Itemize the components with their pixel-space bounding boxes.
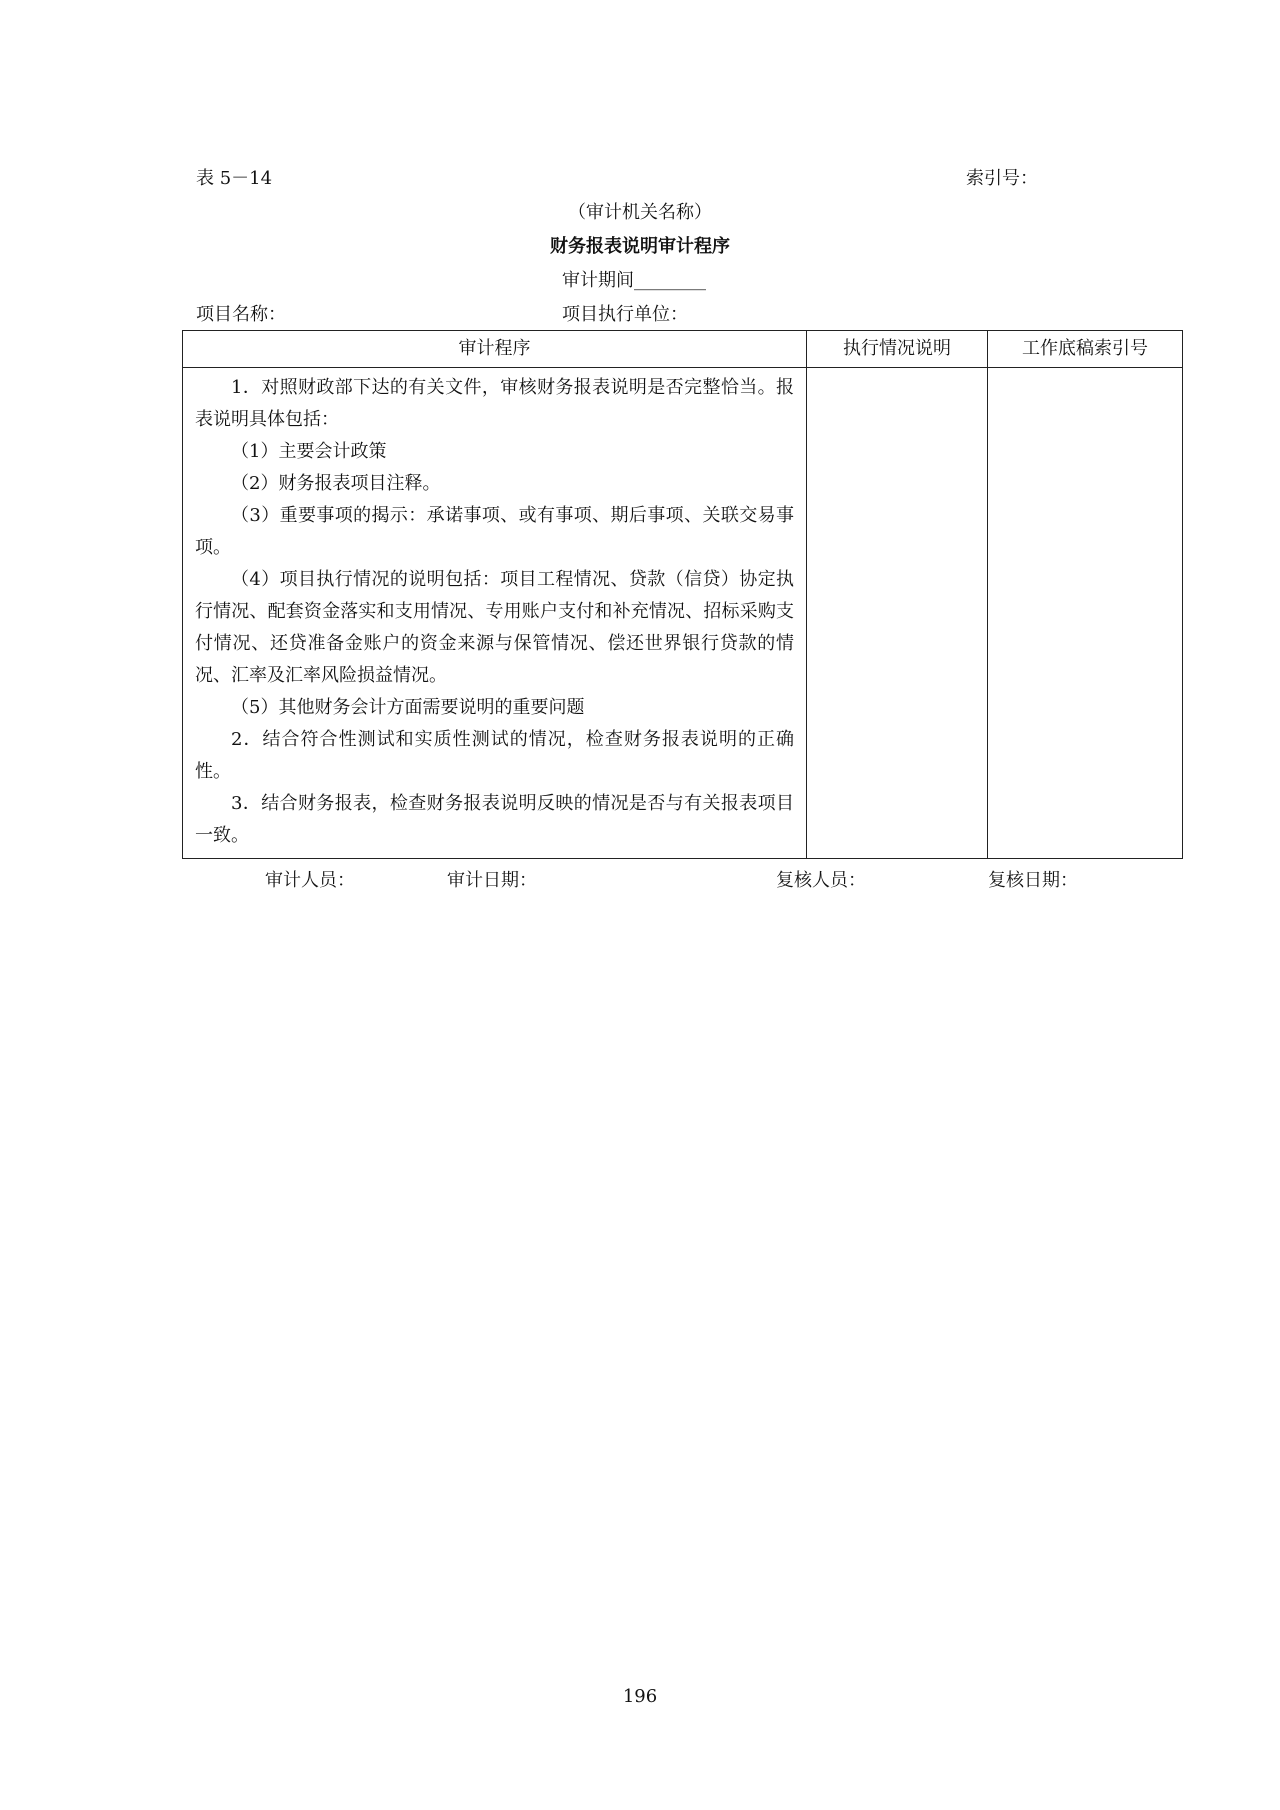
table-row [183, 368, 1183, 859]
procedure-item-1: 1．对照财政部下达的有关文件，审核财务报表说明是否完整恰当。报表说明具体包括： [195, 377, 794, 430]
procedure-subitem-1: （1）主要会计政策 [231, 441, 387, 462]
procedure-cell [183, 368, 807, 859]
auditor-label: 审计人员： [265, 870, 355, 891]
audit-period: 审计期间________ [562, 270, 706, 291]
audit-date-label: 审计日期： [447, 870, 537, 891]
procedure-subitem-3: （3）重要事项的揭示：承诺事项、或有事项、期后事项、关联交易事项。 [195, 505, 794, 558]
reviewer-label: 复核人员： [776, 870, 866, 891]
audit-procedure-table [182, 330, 1183, 859]
index-number-label: 索引号： [966, 168, 1038, 189]
table-number: 表 5－14 [196, 168, 273, 189]
page-number: 196 [622, 1686, 658, 1707]
column-header-reference: 工作底稿索引号 [988, 331, 1183, 368]
project-name-label: 项目名称： [196, 304, 286, 325]
executing-unit-label: 项目执行单位： [562, 304, 688, 325]
document-title: 财务报表说明审计程序 [550, 236, 730, 257]
review-date-label: 复核日期： [988, 870, 1078, 891]
procedure-item-2: 2．结合符合性测试和实质性测试的情况，检查财务报表说明的正确性。 [195, 729, 794, 782]
execution-notes-cell[interactable] [807, 368, 988, 859]
table-header-row [183, 331, 1183, 368]
column-header-execution: 执行情况说明 [807, 331, 988, 368]
column-header-procedure: 审计程序 [183, 331, 807, 368]
procedure-subitem-4: （4）项目执行情况的说明包括：项目工程情况、贷款（信贷）协定执行情况、配套资金落实和支用情况、专用账户支付和补充情况、招标采购支付情况、还贷准备金账户的资金来源与保管情况、偿还世界银行贷款的情况、汇率及汇率风险损益情况。 [195, 569, 794, 686]
workpaper-reference-cell[interactable] [988, 368, 1183, 859]
audit-agency-name: （审计机关名称） [568, 202, 712, 223]
procedure-subitem-5: （5）其他财务会计方面需要说明的重要问题 [231, 697, 585, 718]
procedure-item-3: 3．结合财务报表，检查财务报表说明反映的情况是否与有关报表项目一致。 [195, 793, 794, 846]
procedure-subitem-2: （2）财务报表项目注释。 [231, 473, 441, 494]
